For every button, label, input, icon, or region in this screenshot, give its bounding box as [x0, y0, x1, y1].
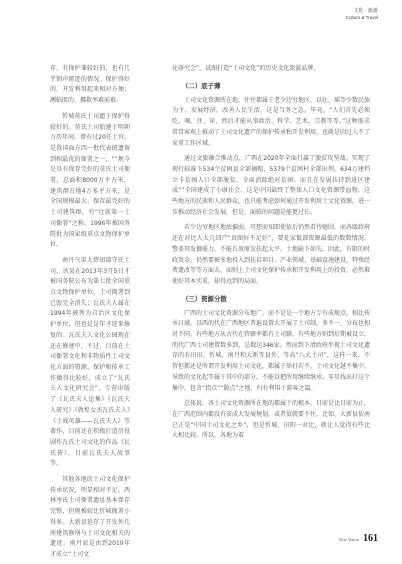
- left-column: [50, 64, 130, 558]
- section-title-cn: 文化 · 旅游: [353, 8, 378, 14]
- section-heading: （二）底子薄: [182, 81, 221, 90]
- paragraph: 忻城莫氏土司遗于保护得较好的。莫氏土司始建于明朝万历年间，曾有过20任土官，是我国面方四一批代表统遗留到相最优的衙署之一，“”规今是具有保存完好的莫氏土司衙署，总面积8000万平方米，建筑群占地4万多平方米，是全国规模最大、保存最完好的土司建筑群，有“壮族第一土司衙署”之称。1996年被国务院批为国家级重点文物保护单位。: [50, 112, 130, 249]
- magazine-name: New Vision: [338, 537, 359, 542]
- paragraph: 广西的土司文化资源分布地广，而不是是一个地方专有成规点，相比传承日域，以西的代在广西地区普遍设置大开展了土司制，多不一，分布也相对不同。有些地方从古代在管辖率都有土司辖，有些地方则到后期被设立。明代广西土司建置数多到，总数达346家。然而到下清政府坐视土司文化遗存的有田田、忻城、南丹和大新等县外，等高“八大土司”，这样一来，不管但都还是所谓开发利用土司文化，都属于举打若不，土司文化越不集中，导致的文化起等属于其中的部分，不能以把所用继续继承。零星找出打这个集中，包含“指点”“散点”之地，归有利用于游客之篇。: [172, 309, 371, 392]
- page-footer: [339, 533, 378, 544]
- paragraph: 化研究会”，试图打造“土司文化”的历史文化旅游品牌。: [172, 65, 320, 72]
- page-number: 161: [363, 533, 378, 544]
- section-header: [346, 8, 378, 21]
- paragraph: 通过文旅融合推动点，广西在2020年全面打赢了脱贫攻坚战。实现了现行标准下534个贫困县全部摘帽，5379个贫困村全部出列，634万建档立卡贫困人口全部脱贫，全面消除绝对贫困。而且在发展扶持到进区建成“”全国建成了小康社会。这是中国最终了整体人口文化资源带血物。这些地方的民族和人民群众，也只能考虑如何通过开发利用土文化资源，进一步推动经济社会发展，但是，面临的问题是能更过长。: [172, 155, 371, 216]
- paragraph: 其他各地的土司文化保护传承状况，明显相对不足。西林岑氏土司衙署遗址基本保存完整，但规模较比忻城衙署小得多。大新县延存了开发外几座建筑修缮与土司文化相关的遗迹。南丹县是由到2019年才成立“土司文: [50, 476, 130, 558]
- paragraph: 存，有保护兼较好的，也有几乎销声匿迹的情况。保护得好的，开发利用起来相对方便；濒临匿的，挪救率难前难。: [50, 65, 130, 105]
- section-heading: （三）资源分散: [182, 294, 227, 303]
- paragraph: 南丹气渠大碧团部守氏土司，该县在2013年3月5日才被国务院公布为第七批全国重点文物保护单位，土司衙署到已毁完全消失；瓦氏夫人属在1994年被列为自治区文化保护单位，但也是是年才迎来修复的。瓦氏夫人文化公园现在还在修建中，不过，目前在土司衙署文化和非物质性土司文化方面的资源、保护和传承工作做得比较好，成立了“瓦氏夫人文化研究会”，专营出版了《瓦氏夫人论集》《瓦氏夫人研究》《敦煌女杰瓦氏夫人》《土战英雄——瓦氏夫人》等著作，目前还在积极打造历役剧作瓦氏土司文化的作品《瓦氏传》。目前瓦氏夫人故事等。: [50, 256, 130, 468]
- paragraph: 总体说，各土司文化资源所在地的都属于的根本，目前是比目前为止，在广西范围内都没有省成大发展规划，或者值就要不住。比如，大新县依南已正是“中国土司文化之乡”，但是忻城、田阳一对比，就让人觉得有些比大相比较。所以，各地为着: [172, 400, 371, 440]
- paragraph: 若少边穷地区地底偏弱，可想而知即使依后仍然看待她围，而各级政府还在对比人太几回产“真图好不足好”，要花家低部资源最低的数数情况，警盖其发掘能力，不能长效原发扶起大平。土地缺下如失。因此，有限的时政资金，仍然要被多地投入到扶贫项目、产业领域，基础设施建设，特殊经费遗改等等方面去，而则上土司文化保护传承和开发利用上的投资，必然难使好其本实重，却得远到的局面。: [172, 224, 371, 285]
- right-column: [172, 64, 370, 504]
- paragraph: 土司文化资源所在地，往往都属于老少边穷地区，以壮、瑶等少数民族为主。发展经济，改善人民生活，这是当务之急。毕竟，“人们首先必须吃、喝、住、穿，然后才能从事政治、科学、艺术、宗教等等。”这种需求常常客观上推动了土司文化遗产的保护传承和开发利用，也就是因过人不了家重工作区域。: [172, 96, 371, 147]
- section-title-en: Culture & Travel: [345, 15, 378, 20]
